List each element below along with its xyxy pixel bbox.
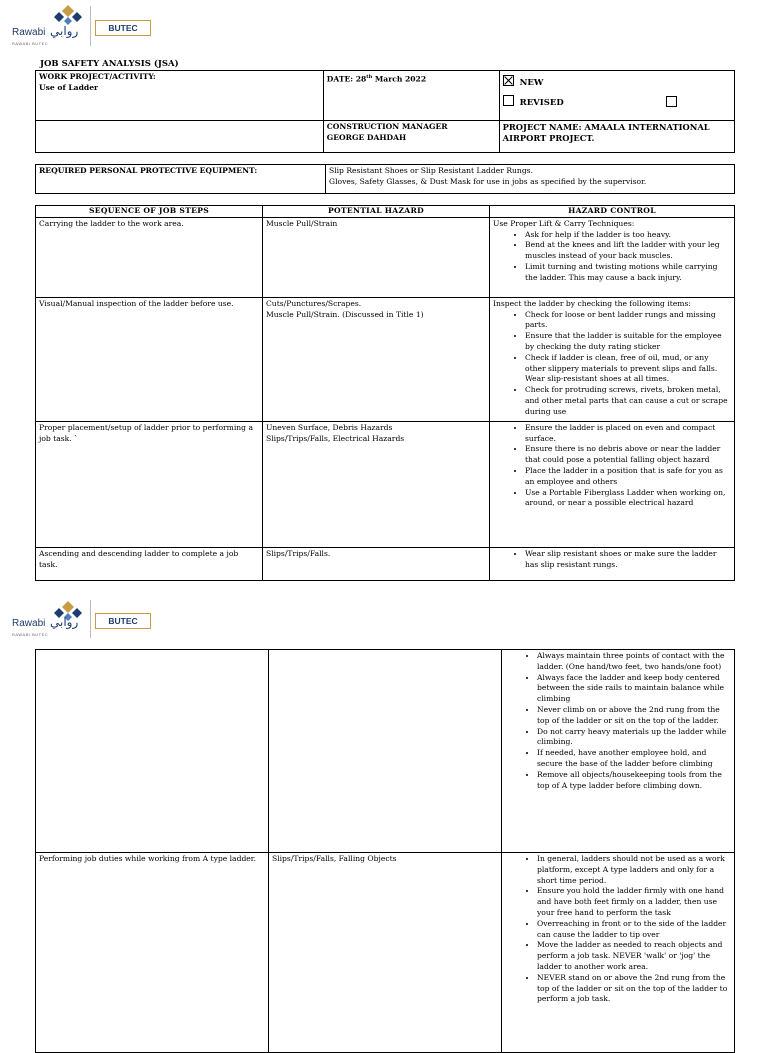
control-item: • If needed, have another employee hold, and secure the base of the ladder before climbing [537,748,731,770]
blank-cell [36,121,324,153]
activity-cell [36,71,324,121]
control-item: • Ask for help if the ladder is too heavy. [525,230,731,241]
ppe-line-2: Gloves, Safety Glasses, & Dust Mask for use in jobs as specified by the supervisor. [329,176,647,186]
ppe-value [326,165,735,194]
control-list [505,651,731,791]
control-item: • In general, ladders should not be used as a work platform, except A type ladders and only for a short time period. [537,854,731,886]
jsa-table [35,205,735,581]
manager-name: GEORGE DAHDAH [326,132,407,142]
table-row [36,650,735,853]
date-label: DATE: 28 [326,74,367,84]
extra-checkbox[interactable] [666,96,677,107]
control-item: • Ensure that the ladder is suitable for the employee by checking the duty rating sticker [525,331,731,353]
control-list [493,230,731,284]
col-header-hazard: POTENTIAL HAZARD [263,206,490,218]
rawabi-wordmark: Rawabi [12,27,46,38]
control-item: • Check if ladder is clean, free of oil, mud, or any other slippery materials to prevent slips and falls. Wear slip-resistant shoes at all times. [525,353,731,385]
control-item: • Always face the ladder and keep body centered between the side rails to maintain balance while climbing [537,673,731,705]
rawabi-arabic-wordmark: روابي [50,24,79,38]
hazard-line: Slips/Trips/Falls, Electrical Hazards [266,433,405,443]
new-label: NEW [519,78,544,88]
control-item: • Ensure the ladder is placed on even and compact surface. [525,423,731,445]
date-cell [323,71,499,121]
table-row [36,421,735,547]
activity-label: WORK PROJECT/ACTIVITY: [39,72,156,81]
control-list [493,549,731,571]
hazard-line: Muscle Pull/Strain. (Discussed in Title 1) [266,309,424,319]
step-cell [36,650,269,853]
control-item: • Overreaching in front or to the side of the ladder can cause the ladder to tip over [537,919,731,941]
hazard-cell [263,217,490,297]
rawabi-arabic-wordmark: روابي [50,615,79,629]
control-list [493,423,731,509]
table-row [36,297,735,421]
control-cell [490,421,735,547]
control-intro: Use Proper Lift & Carry Techniques: [493,218,635,228]
control-list [493,310,731,418]
rawabi-subtitle: RAWABI BUTEC [12,41,49,46]
control-item: • Never climb on or above the 2nd rung from the top of the ladder or sit on the top of the ladder. [537,705,731,727]
control-item: • Ensure you hold the ladder firmly with one hand and have both feet firmly on a ladder, then use your free hand to perform the task [537,886,731,918]
hazard-line: Muscle Pull/Strain [266,218,338,228]
rawabi-subtitle: RAWABI BUTEC [12,632,49,637]
control-item: • Limit turning and twisting motions while carrying the ladder. This may cause a back injury. [525,262,731,284]
table-row [36,853,735,1053]
control-cell [490,297,735,421]
control-item: • Place the ladder in a position that is safe for you as an employee and others [525,466,731,488]
hazard-line: Slips/Trips/Falls. [266,548,331,558]
butec-logo: BUTEC [95,613,151,629]
ppe-line-1: Slip Resistant Shoes or Slip Resistant Ladder Rungs. [329,166,533,175]
hazard-cell [263,421,490,547]
hazard-cell: Slips/Trips/Falls, Falling Objects [269,853,502,1053]
control-item: • Wear slip resistant shoes or make sure the ladder has slip resistant rungs. [525,549,731,571]
revised-checkbox[interactable] [503,95,514,106]
manager-label: CONSTRUCTION MANAGER [326,122,448,131]
col-header-steps: SEQUENCE OF JOB STEPS [36,206,263,218]
control-item: • Remove all objects/housekeeping tools from the top of A type ladder before climbing down. [537,770,731,792]
control-item: • Check for loose or bent ladder rungs and missing parts. [525,310,731,332]
logo-divider [90,600,91,638]
control-item: • Ensure there is no debris above or near the ladder that could pose a potential falling object hazard [525,444,731,466]
rawabi-wordmark: Rawabi [12,618,46,629]
control-item: • Move the ladder as needed to reach objects and perform a job task. NEVER 'walk' or 'jog' the ladder to another work area. [537,940,731,972]
status-cell [499,71,734,121]
control-item: • Check for protruding screws, rivets, broken metal, and other metal parts that can cause a cut or scrape during use [525,385,731,417]
project-cell [499,121,734,153]
step-cell: Proper placement/setup of ladder prior to performing a job task. ` [36,421,263,547]
control-cell [502,650,735,853]
logo-divider [90,6,91,46]
new-checkbox[interactable] [503,75,514,86]
hazard-cell [269,650,502,853]
control-item: • Use a Portable Fiberglass Ladder when working on, around, or near a possible electrical hazard [525,488,731,510]
butec-logo: BUTEC [95,20,151,36]
hazard-line: Uneven Surface, Debris Hazards [266,422,393,432]
control-item: • Always maintain three points of contact with the ladder. (One hand/two feet, two hands/one foot) [537,651,731,673]
hazard-cell [263,547,490,580]
project-label: PROJECT NAME: AMAALA INTERNATIONAL AIRPORT PROJECT. [502,122,710,143]
activity-value: Use of Ladder [39,82,99,92]
ppe-label: REQUIRED PERSONAL PROTECTIVE EQUIPMENT: [36,165,326,194]
step-cell: Ascending and descending ladder to complete a job task. [36,547,263,580]
control-item: • NEVER stand on or above the 2nd rung from the top of the ladder or sit on the top of the ladder to perform a job task. [537,973,731,1005]
control-item: • Bend at the knees and lift the ladder with your leg muscles instead of your back muscles. [525,240,731,262]
step-cell: Carrying the ladder to the work area. [36,217,263,297]
ppe-table [35,164,735,194]
jsa-table-continued [35,649,735,1053]
date-suffix: th [366,74,373,80]
date-rest: March 2022 [372,74,427,84]
control-cell [490,217,735,297]
control-item: • Do not carry heavy materials up the ladder while climbing. [537,727,731,749]
hazard-cell [263,297,490,421]
col-header-control: HAZARD CONTROL [490,206,735,218]
control-list [505,854,731,1005]
company-logo-page-2 [0,596,160,648]
control-cell [502,853,735,1053]
company-logo [0,0,160,52]
document-title: JOB SAFETY ANALYSIS (JSA) [40,59,179,69]
table-row [36,547,735,580]
control-cell [490,547,735,580]
step-cell: Visual/Manual inspection of the ladder before use. [36,297,263,421]
control-intro: Inspect the ladder by checking the following items: [493,298,691,308]
table-row [36,217,735,297]
step-cell: Performing job duties while working from A type ladder. [36,853,269,1053]
hazard-line: Cuts/Punctures/Scrapes. [266,298,362,308]
info-table [35,70,735,153]
manager-cell [323,121,499,153]
revised-label: REVISED [519,97,564,108]
